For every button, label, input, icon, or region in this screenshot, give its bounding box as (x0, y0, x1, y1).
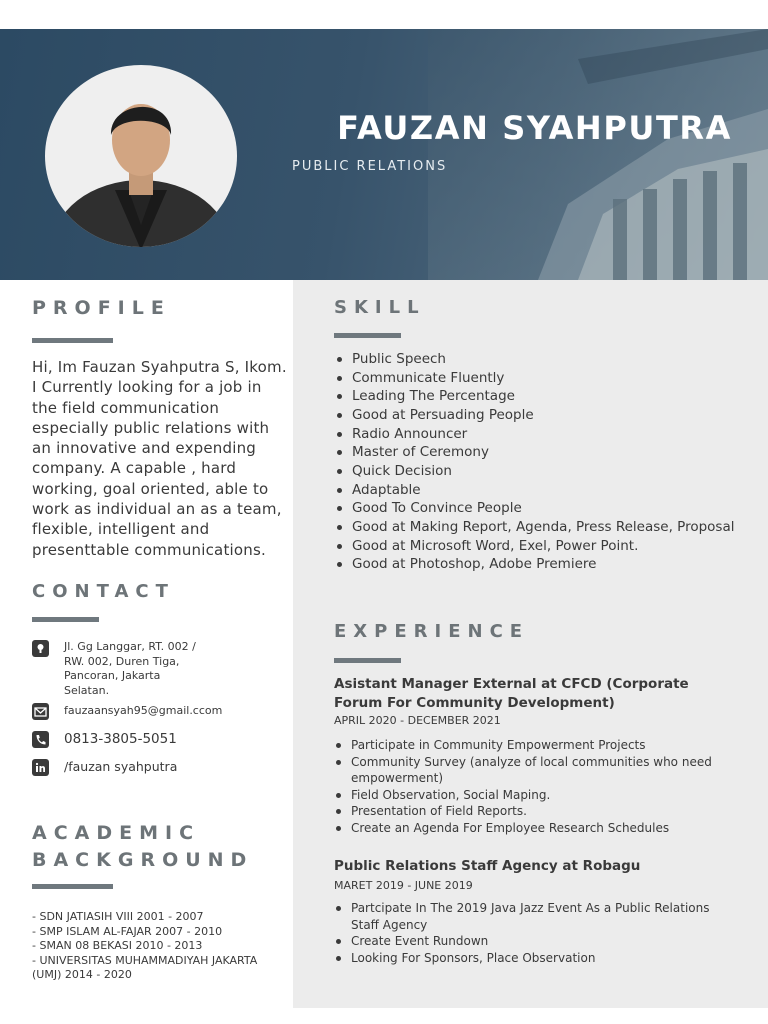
address-line: RW. 002, Duren Tiga, (64, 654, 180, 668)
skill-item: Public Speech (335, 350, 755, 369)
contact-address-row (32, 640, 196, 698)
skill-item: Radio Announcer (335, 425, 755, 444)
contact-email-row[interactable] (32, 703, 222, 720)
profile-heading: PROFILE (32, 297, 171, 319)
profile-divider (32, 338, 113, 343)
skill-heading: SKILL (334, 297, 426, 318)
academic-divider (32, 884, 113, 889)
job-bullet: Create an Agenda For Employee Research Schedules (334, 820, 734, 837)
job-bullet: Participate in Community Empowerment Projects (334, 737, 734, 754)
skill-list (335, 350, 755, 574)
experience-heading: EXPERIENCE (334, 621, 530, 642)
skill-item: Quick Decision (335, 462, 755, 481)
academic-item: - SMP ISLAM AL-FAJAR 2007 - 2010 (32, 924, 223, 938)
address-line: Pancoran, Jakarta (64, 669, 161, 683)
skill-item: Communicate Fluently (335, 369, 755, 388)
skill-item: Good at Persuading People (335, 406, 755, 425)
profile-text: Hi, Im Fauzan Syahputra S, Ikom. I Currently looking for a job in the field communication especially public relations with an innovative and expending company. A capable , hard working, goal oriented, able to work as individual an as a team, flexible, intelligent and presenttable communications. (32, 358, 287, 559)
candidate-name: FAUZAN SYAHPUTRA (337, 109, 732, 147)
job-date: MARET 2019 - JUNE 2019 (334, 879, 473, 892)
contact-linkedin[interactable]: /fauzan syahputra (64, 759, 178, 774)
skill-item: Master of Ceremony (335, 443, 755, 462)
building-background-image (428, 29, 768, 280)
job-title: Asistant Manager External at CFCD (Corporate Forum For Community Development) (334, 676, 689, 711)
job-bullet-list (334, 900, 734, 966)
location-pin-icon (32, 640, 49, 657)
job-bullet: Partcipate In The 2019 Java Jazz Event As a Public Relations Staff Agency (334, 900, 734, 933)
contact-phone-row[interactable] (32, 731, 177, 748)
profile-photo (45, 65, 237, 247)
academic-item: - UNIVERSITAS MUHAMMADIYAH JAKARTA (UMJ) 2014 - 2020 (32, 953, 258, 982)
academic-item: - SDN JATIASIH VIII 2001 - 2007 (32, 910, 204, 923)
job-bullet-list (334, 737, 734, 836)
contact-address (64, 640, 196, 698)
job-bullet: Presentation of Field Reports. (334, 803, 734, 820)
skill-item: Good To Convince People (335, 499, 755, 518)
job-bullet: Community Survey (analyze of local communities who need empowerment) (334, 754, 734, 787)
job-bullet: Field Observation, Social Maping. (334, 787, 734, 804)
contact-email[interactable]: fauzaansyah95@gmail.ccom (64, 704, 223, 717)
job-date: APRIL 2020 - DECEMBER 2021 (334, 714, 501, 727)
address-line: Selatan. (64, 683, 110, 697)
skill-divider (334, 333, 401, 338)
skill-item: Adaptable (335, 481, 755, 500)
experience-divider (334, 658, 401, 663)
contact-divider (32, 617, 99, 622)
job-bullet: Looking For Sponsors, Place Observation (334, 950, 734, 967)
academic-list (32, 910, 288, 983)
skill-item: Good at Photoshop, Adobe Premiere (335, 555, 755, 574)
contact-phone[interactable]: 0813-3805-5051 (64, 731, 177, 747)
academic-heading-line2: BACKGROUND (32, 849, 254, 871)
skill-item: Leading The Percentage (335, 387, 755, 406)
mail-icon (32, 703, 49, 720)
candidate-role: PUBLIC RELATIONS (292, 159, 448, 174)
job-title: Public Relations Staff Agency at Robagu (334, 858, 641, 874)
job-bullet: Create Event Rundown (334, 933, 734, 950)
phone-icon (32, 731, 49, 748)
contact-linkedin-row[interactable] (32, 759, 177, 776)
linkedin-icon (32, 759, 49, 776)
academic-item: - SMAN 08 BEKASI 2010 - 2013 (32, 939, 203, 953)
contact-heading: CONTACT (32, 581, 175, 602)
address-line: Jl. Gg Langgar, RT. 002 / (64, 640, 196, 653)
header-banner (0, 29, 768, 280)
skill-item: Good at Microsoft Word, Exel, Power Point. (335, 537, 755, 556)
skill-item: Good at Making Report, Agenda, Press Release, Proposal (335, 518, 755, 537)
academic-heading-line1: ACADEMIC (32, 822, 201, 844)
